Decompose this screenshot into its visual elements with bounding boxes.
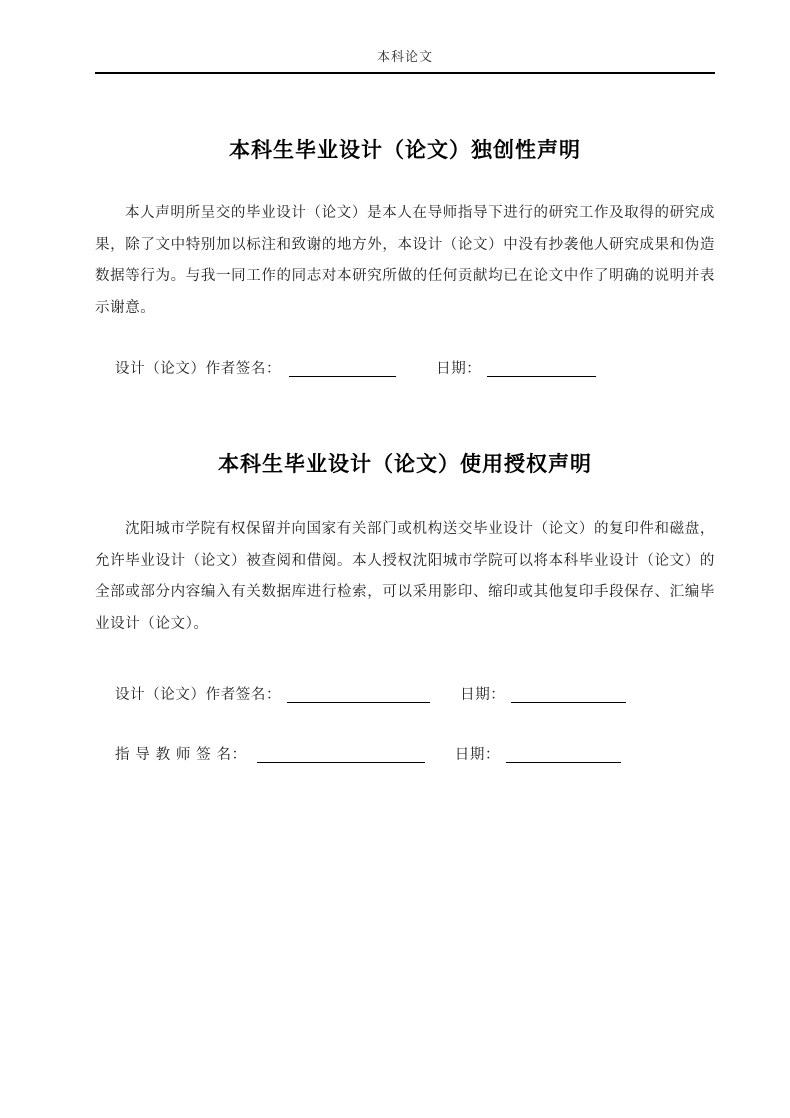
date-line <box>511 687 626 703</box>
author-signature-label: 设计（论文）作者签名： <box>115 361 282 377</box>
author-signature-label: 设计（论文）作者签名： <box>115 687 282 703</box>
supervisor-signature-line <box>257 747 425 763</box>
running-head: 本科论文 <box>376 50 433 65</box>
date-label: 日期： <box>460 687 506 703</box>
date-label: 日期： <box>436 361 482 377</box>
authorization-author-signature-row <box>115 686 626 705</box>
declaration-body: 本人声明所呈交的毕业设计（论文）是本人在导师指导下进行的研究工作及取得的研究成果，除了文中特别加以标注和致谢的地方外，本设计（论文）中没有抄袭他人研究成果和伪造数据等行为。与我一同工作的同志对本研究所做的任何贡献均已在论文中作了明确的说明并表示谢意。 <box>95 205 715 316</box>
author-signature-line <box>287 687 430 703</box>
declaration-title: 本科生毕业设计（论文）独创性声明 <box>229 138 581 162</box>
date-line <box>487 361 596 377</box>
authorization-title: 本科生毕业设计（论文）使用授权声明 <box>218 452 592 476</box>
authorization-body: 沈阳城市学院有权保留并向国家有关部门或机构送交毕业设计（论文）的复印件和磁盘，允许毕业设计（论文）被查阅和借阅。本人授权沈阳城市学院可以将本科毕业设计（论文）的全部或部分内容编入有关数据库进行检索，可以采用影印、缩印或其他复印手段保存、汇编毕业设计（论文）。 <box>95 521 715 632</box>
author-signature-line <box>289 361 396 377</box>
date-line <box>506 747 621 763</box>
supervisor-signature-label: 指 导 教 师 签 名： <box>115 747 247 763</box>
header-rule <box>95 72 715 74</box>
date-label: 日期： <box>454 747 501 763</box>
authorization-supervisor-signature-row <box>115 746 621 765</box>
declaration-signature-row <box>115 360 596 379</box>
